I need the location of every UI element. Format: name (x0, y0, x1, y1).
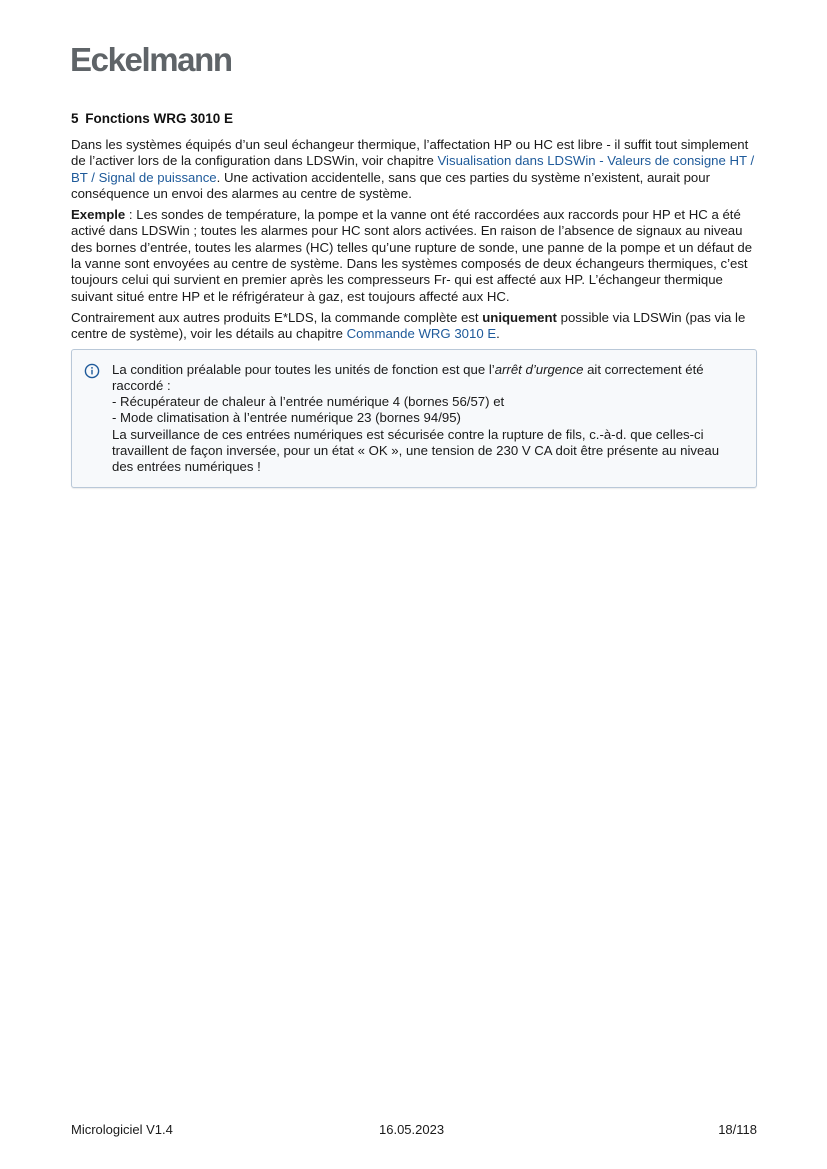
info-item-2: - Mode climatisation à l’entrée numérique 23 (bornes 94/95) (112, 410, 461, 426)
section-title: Fonctions WRG 3010 E (85, 111, 234, 126)
paragraph-text: Dans les systèmes équipés d’un seul échangeur thermique, l’affectation HP ou HC est libre - il suffit tout simplement de l’activer lors de la configuration dans LDSWin, voir chapitre (71, 137, 749, 169)
info-note: La surveillance de ces entrées numériques est sécurisée contre la rupture de fils, c.-à-d. que celles-ci travaillent de façon inversée, pour un état « OK », une tension de 230 V CA doit être présente au niveau des entrées numériques ! (112, 426, 720, 475)
paragraph-text: : Les sondes de température, la pompe et la vanne ont été raccordées aux raccords pour HP et HC a été activé dans LDSWin ; toutes les alarmes pour HC sont alors activées. En raison de l’absence de signaux au niveau des bornes d’entrée, toutes les alarmes (HC) telles qu’une rupture de sonde, une panne de la pompe et un défaut de la vanne sont envoyées au centre de système. Dans les systèmes composés de deux échangeurs thermiques, c’est toujours celui qui survient en premier après les compresseurs Fr- qui est affecté aux HP. L’échangeur thermique suivant situé entre HP et le réfrigérateur à gaz, est toujours affecté aux HC. (71, 207, 753, 304)
main-content (71, 110, 757, 488)
section-number: 5 (71, 111, 79, 126)
section-heading (71, 110, 757, 127)
info-circle-icon (84, 363, 100, 379)
paragraph-text: Contrairement aux autres produits E*LDS, la commande complète est (71, 309, 483, 325)
info-box (71, 349, 757, 488)
paragraph-command (71, 310, 757, 343)
info-text: La condition préalable pour toutes les unités de fonction est que l’ (112, 361, 495, 377)
paragraph-text: . (496, 326, 500, 342)
link-visualisation-ldswin[interactable]: Visualisation dans LDSWin - Valeurs de consigne HT / BT / Signal de puissance (71, 153, 755, 185)
link-commande-wrg[interactable]: Commande WRG 3010 E (346, 326, 497, 342)
footer-page-number: 18/118 (718, 1122, 757, 1137)
paragraph-text: possible via LDSWin (pas via le centre de système), voir les détails au chapitre (71, 309, 746, 342)
info-text: ait correctement été raccordé : (112, 361, 704, 393)
footer-date: 16.05.2023 (379, 1122, 445, 1137)
info-item-1: - Récupérateur de chaleur à l’entrée numérique 4 (bornes 56/57) et (112, 394, 505, 410)
example-label: Exemple (71, 207, 126, 223)
paragraph-intro (71, 137, 757, 202)
emphasis-uniquement: uniquement (482, 309, 557, 325)
eckelmann-logo: Eckelmann (70, 41, 232, 78)
page-footer (71, 1122, 757, 1140)
paragraph-text: . Une activation accidentelle, sans que ces parties du système n’existent, aurait pour conséquence un envoi des alarmes au centre de système. (71, 169, 710, 201)
paragraph-example (71, 207, 757, 305)
info-intro (112, 362, 742, 395)
emphasis-arret-urgence: arrêt d’urgence (494, 361, 584, 377)
footer-firmware-version: Micrologiciel V1.4 (71, 1122, 173, 1137)
